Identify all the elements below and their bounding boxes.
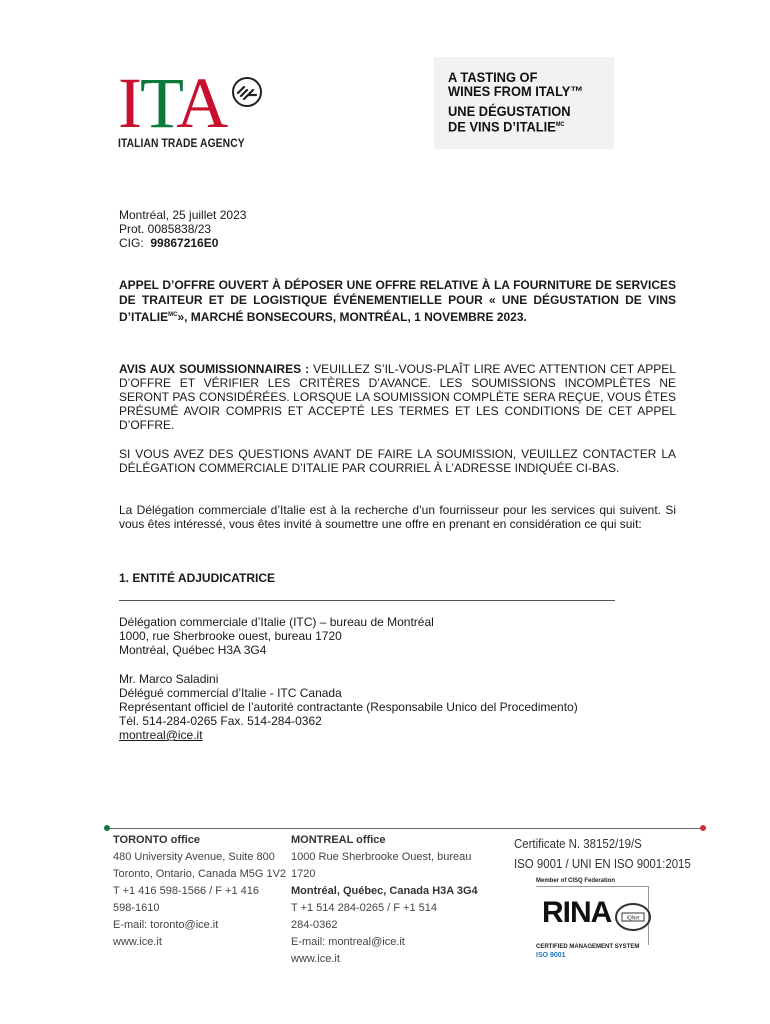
address-line: Montréal, Québec H3A 3G4 (119, 643, 267, 657)
rina-logo-text: RINA (542, 896, 612, 929)
montreal-email: E-mail: montreal@ice.it (291, 936, 405, 948)
address-line: Délégation commerciale d’Italie (ITC) – bureau de Montréal (119, 615, 434, 629)
tasting-logo (434, 57, 614, 149)
footer-montreal (291, 832, 491, 968)
cig-value: 99867216E0 (150, 236, 219, 250)
contact-line: Mr. Marco Saladini (119, 672, 219, 686)
tasting-line-4: DE VINS $D’ITALIE^{MC}$ (448, 118, 565, 135)
document-title: APPEL D’OFFRE OUVERT À DÉPOSER UNE OFFRE RELATIVE À LA FOURNITURE DE SERVICES DE TRAITEUR ET DE LOGISTIQUE ÉVÉNEMENTIELLE POUR « UNE DÉGUSTATION DE VINS $D’ITALIE^{MC}$», MARCHÉ BONSECOURS, MONTRÉAL, 1 NOVEMBRE 2023. (119, 278, 676, 324)
toronto-line: 480 University Avenue, Suite 800 (113, 851, 275, 863)
document-meta (119, 208, 246, 250)
protocol-number: Prot. 0085838/23 (119, 222, 212, 236)
cms-text: CERTIFIED MANAGEMENT SYSTEM (536, 944, 640, 950)
iso-badge-text: ISO 9001 (536, 952, 566, 959)
address-line: 1000, rue Sherbrooke ouest, bureau 1720 (119, 629, 342, 643)
montreal-line: 1000 Rue Sherbrooke Ouest, bureau (291, 851, 472, 863)
contact-line: Tél. 514-284-0265 Fax. 514-284-0362 (119, 714, 322, 728)
contact-block (119, 672, 578, 742)
cisq-member-text: Member of CISQ Federation (536, 878, 616, 884)
questions-paragraph: SI VOUS AVEZ DES QUESTIONS AVANT DE FAIRE LA SOUMISSION, VEUILLEZ CONTACTER LA DÉLÉGATION COMMERCIALE D’ITALIE PAR COURRIEL À L’ADRESSE INDIQUÉE CI-BAS. (119, 447, 676, 475)
tasting-line-2: WINES FROM ITALY™ (448, 83, 584, 99)
section-1-heading: 1. ENTITÉ ADJUDICATRICE (119, 571, 276, 585)
footer-toronto (113, 832, 288, 951)
notice-paragraph: AVIS AUX SOUMISSIONNAIRES : VEUILLEZ S’IL-VOUS-PLAÎT LIRE AVEC ATTENTION CET APPEL D’OFFRE ET VÉRIFIER LES CRITÈRES D’AVANCE. LES SOUMISSIONS INCOMPLÈTES NE SERONT PAS CONSIDÉRÉES. LORSQUE LA SOUMISSION COMPLÈTE SERA REÇUE, VOUS ÊTES PRÉSUMÉ AVOIR COMPRIS ET ACCEPTÉ LES TERMES ET LES CONDITIONS DE CET APPEL D’OFFRE. (119, 362, 676, 432)
tasting-line-1: A TASTING OF (448, 69, 538, 85)
notice-label: AVIS AUX SOUMISSIONNAIRES : (119, 362, 310, 376)
contact-line: Délégué commercial d’Italie - ITC Canada (119, 686, 342, 700)
iqnet-icon (614, 902, 652, 932)
montreal-line: 284-0362 (291, 919, 338, 931)
tasting-line-3: UNE DÉGUSTATION (448, 103, 571, 119)
montreal-line: 1720 (291, 868, 316, 880)
contact-line: Représentant officiel de l’autorité contractante (Responsabile Unico del Procedimento) (119, 700, 578, 714)
rina-badge (536, 878, 696, 960)
montreal-heading: MONTREAL office (291, 834, 386, 846)
section-divider (119, 600, 615, 601)
footer-dot-left (104, 825, 110, 831)
toronto-line: 598-1610 (113, 902, 160, 914)
ita-logo (118, 63, 278, 152)
ita-subtitle: ITALIAN TRADE AGENCY (118, 136, 245, 150)
toronto-line: Toronto, Ontario, Canada M5G 1V2 (113, 868, 287, 880)
footer-divider (108, 828, 704, 829)
footer-dot-right (700, 825, 706, 831)
toronto-website: www.ice.it (113, 936, 162, 948)
intro-paragraph: La Délégation commerciale d’Italie est à la recherche d’un fournisseur pour les services qui suivent. Si vous êtes intéressé, vous êtes invité à soumettre une offre en prenant en considération ce qui suit: (119, 503, 676, 531)
toronto-email: E-mail: toronto@ice.it (113, 919, 219, 931)
certificate-block (514, 834, 691, 874)
iqnet-label: IQNet (626, 915, 640, 922)
certificate-iso: ISO 9001 / UNI EN ISO 9001:2015 (514, 856, 691, 871)
document-date: Montréal, 25 juillet 2023 (119, 208, 247, 222)
toronto-heading: TORONTO office (113, 834, 200, 846)
cig-line: CIG: 99867216E0 (119, 236, 219, 250)
toronto-line: T +1 416 598-1566 / F +1 416 (113, 885, 259, 897)
montreal-website: www.ice.it (291, 953, 340, 965)
ita-logo-letters: ITA (118, 63, 227, 143)
montreal-line: T +1 514 284-0265 / F +1 514 (291, 902, 437, 914)
montreal-city: Montréal, Québec, Canada H3A 3G4 (291, 885, 478, 897)
contact-email-link[interactable]: montreal@ice.it (119, 728, 203, 742)
certificate-number: Certificate N. 38152/19/S (514, 836, 642, 851)
ita-emblem-icon (231, 76, 263, 108)
entity-address (119, 615, 434, 657)
